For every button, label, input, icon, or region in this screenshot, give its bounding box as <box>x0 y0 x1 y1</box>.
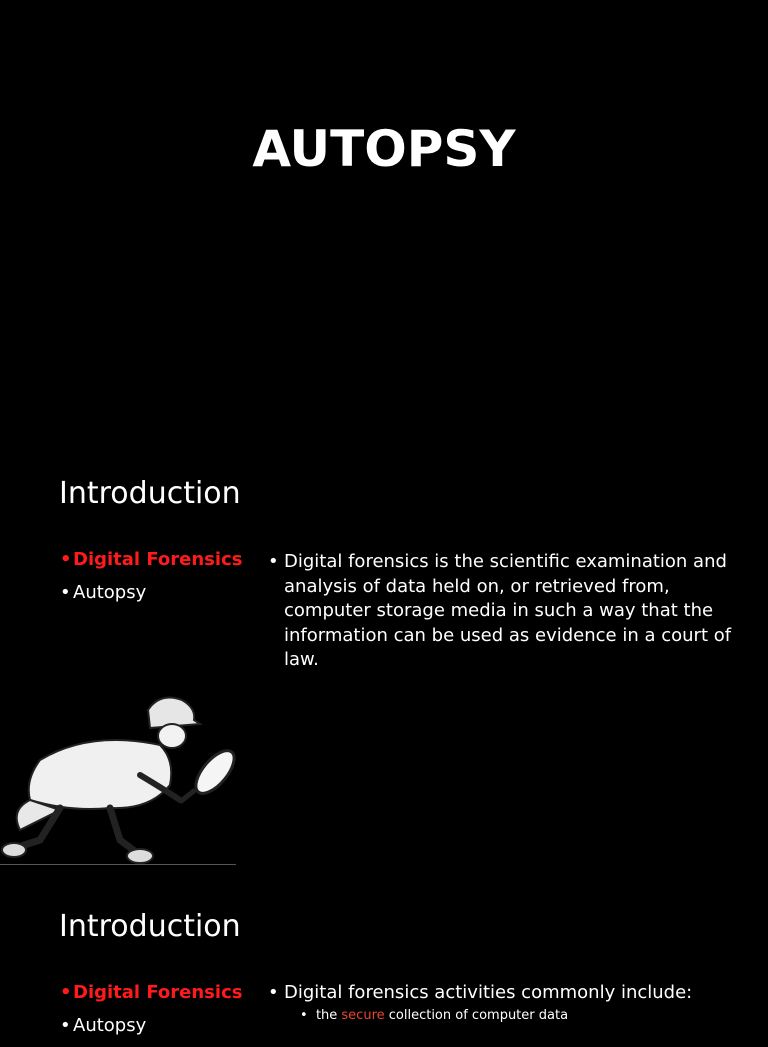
topic-list <box>60 548 242 614</box>
bullet-icon: • <box>268 982 279 1003</box>
bullet-icon: • <box>300 1008 316 1023</box>
sub-item-highlight: secure <box>341 1008 385 1023</box>
body-paragraph: Digital forensics is the scientific examination and analysis of data held on, or retrieved from, computer storage media in such a way that the information can be used as evidence in a court of law. <box>284 551 732 670</box>
sub-item-suffix: collection of computer data <box>384 1008 569 1023</box>
body-paragraph: Digital forensics activities commonly include: <box>284 982 693 1003</box>
topic-label: Autopsy <box>73 1015 147 1036</box>
topic-label: Digital Forensics <box>73 982 243 1003</box>
body-text <box>268 981 738 1006</box>
title-slide <box>0 0 768 432</box>
intro-slide-1 <box>0 432 768 865</box>
body-text <box>268 550 738 673</box>
topic-list <box>60 981 242 1047</box>
slide-heading: Introduction <box>59 909 241 944</box>
topic-item-autopsy: • Autopsy <box>60 1015 147 1036</box>
sub-item-prefix: the <box>315 1008 342 1023</box>
topic-item-digital-forensics: •Digital Forensics <box>60 982 243 1003</box>
slide-title: AUTOPSY <box>252 120 516 178</box>
sub-bullet-item <box>300 1008 568 1024</box>
intro-slide-2 <box>0 865 768 1036</box>
bullet-icon: • <box>268 551 279 572</box>
topic-label: Autopsy <box>73 582 147 603</box>
topic-label: Digital Forensics <box>73 549 243 570</box>
slide-heading: Introduction <box>59 476 241 511</box>
detective-magnifier-icon <box>0 690 240 865</box>
topic-item-digital-forensics: •Digital Forensics <box>60 549 243 570</box>
topic-item-autopsy: • Autopsy <box>60 582 147 603</box>
